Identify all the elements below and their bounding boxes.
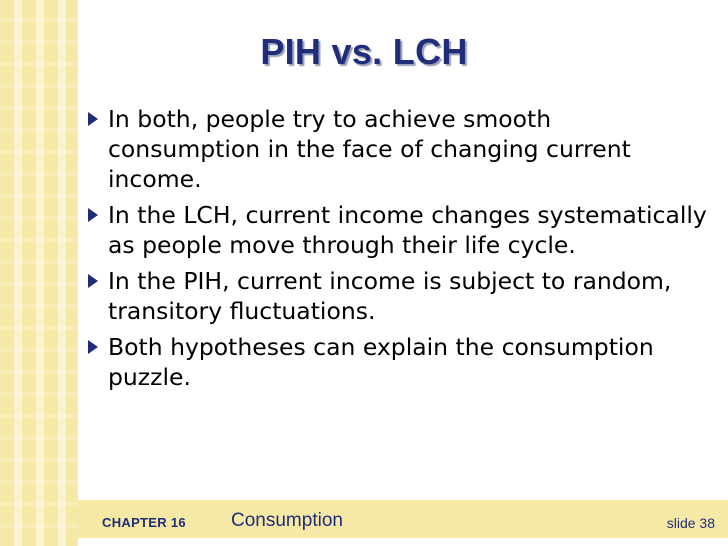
bullet-text: In the LCH, current income changes systematically as people move through their life cycle. <box>108 201 707 259</box>
chapter-topic: Consumption <box>231 510 343 531</box>
bullet-text: In the PIH, current income is subject to random, transitory fluctuations. <box>108 267 672 325</box>
bullet-item <box>88 266 708 326</box>
triangle-bullet-icon <box>88 112 98 126</box>
bullet-item <box>88 104 708 194</box>
bullet-list <box>88 104 708 398</box>
footer-bar <box>78 500 728 538</box>
triangle-bullet-icon <box>88 208 98 222</box>
triangle-bullet-icon <box>88 274 98 288</box>
bullet-item <box>88 332 708 392</box>
decorative-stripes <box>0 0 78 546</box>
slide-number: slide 38 <box>666 515 715 531</box>
bullet-item <box>88 200 708 260</box>
triangle-bullet-icon <box>88 340 98 354</box>
bullet-text: Both hypotheses can explain the consumption puzzle. <box>108 333 654 391</box>
slide-title: PIH vs. LCH <box>260 31 468 72</box>
chapter-label: CHAPTER 16 <box>102 515 186 530</box>
bullet-text: In both, people try to achieve smooth consumption in the face of changing current income. <box>108 105 631 193</box>
